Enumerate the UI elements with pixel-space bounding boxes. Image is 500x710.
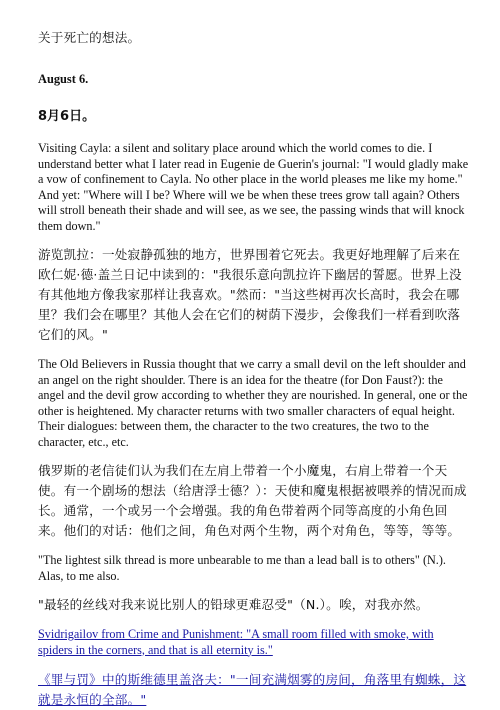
heading-thoughts-on-death: 关于死亡的想法。 [38,30,141,45]
paragraph-old-believers-chinese: 俄罗斯的老信徒们认为我们在左肩上带着一个小魔鬼，右肩上带着一个天使。有一个剧场的想法（给唐浮士德？）：天使和魔鬼根据被喂养的情况而成长。通常，一个或另一个会增强。我的角色带着两个同等高度的小角色回来。他们的对话：他们之间，角色对两个生物，两个对角色，等等，等等。 [38,463,467,538]
date-chinese: 8月6日。 [38,109,96,124]
paragraph-silk-thread-chinese: "最轻的丝线对我来说比别人的铅球更难忍受"（N.）。唉，对我亦然。 [38,597,429,612]
paragraph-silk-thread-english: "The lightest silk thread is more unbearable to me than a lead ball is to others" (N.). Alas, to me also. [38,553,446,583]
link-svidrigailov-chinese[interactable]: 《罪与罚》中的斯维德里盖洛夫："一间充满烟雾的房间，角落里有蜘蛛，这就是永恒的全部。" [38,672,467,707]
document-page [38,28,470,710]
link-svidrigailov-english[interactable]: Svidrigailov from Crime and Punishment: "A small room filled with smoke, with spiders in the corners, and that is all eternity is." [38,627,434,657]
paragraph-cayla-chinese: 游览凯拉：一处寂静孤独的地方，世界围着它死去。我更好地理解了后来在欧仁妮·德·盖兰日记中读到的："我很乐意向凯拉许下幽居的誓愿。世界上没有其他地方像我家那样让我喜欢。"然而："当这些树再次长高时，我会在哪里？我们会在哪里？其他人会在它们的树荫下漫步，会像我们一样看到吹落它们的风。" [38,247,462,342]
date-english: August 6. [38,72,89,86]
paragraph-old-believers-english: The Old Believers in Russia thought that we carry a small devil on the left shoulder and an angel on the right shoulder. There is an idea for the theatre (for Don Faust?): the angel and the devil grow according to whether they are nourished. In general, one or the other is heightened. My character returns with two smaller characters of equal height. Their dialogues: between them, the character to the two creatures, the two to the character, etc., etc. [38,357,468,449]
paragraph-cayla-english: Visiting Cayla: a silent and solitary place around which the world comes to die. I understand better what I later read in Eugenie de Guerin's journal: "I would gladly make a vow of confinement to Cayla. No other place in the world pleases me like my home." And yet: "Where will I be? Where will we be when these trees grow tall again? Others will stroll beneath their shade and will see, as we see, the passing winds that will knock them down." [38,141,469,233]
